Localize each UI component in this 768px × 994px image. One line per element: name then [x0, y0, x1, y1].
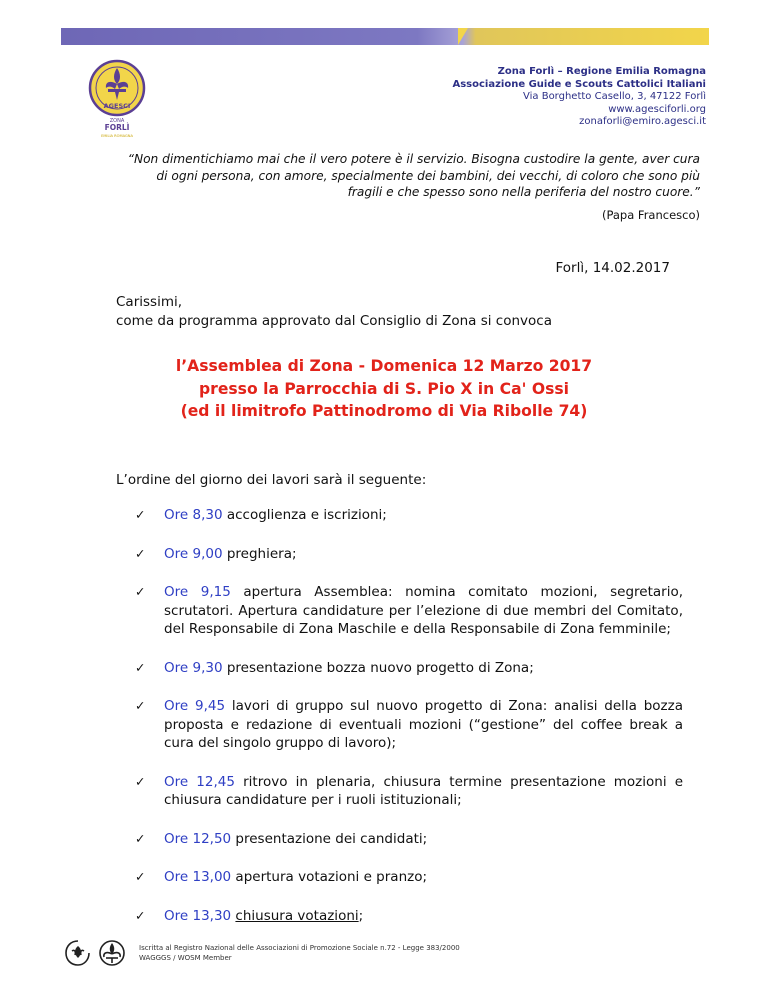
agenda-time: Ore 13,30	[164, 907, 232, 924]
agenda-text: apertura Assemblea: nomina comitato mozioni, segretario, scrutatori. Apertura candidature per l’elezione di due membri del Comitato, del Responsabile di Zona Maschile e della Responsabile di Zona femminile;	[164, 584, 683, 637]
quote-line: “Non dimentichiamo mai che il vero potere è il servizio. Bisogna custodire la gente, aver cura	[127, 152, 700, 166]
agenda-item	[135, 830, 683, 849]
org-website-link[interactable]: www.agesciforli.org	[608, 103, 706, 115]
quote-author: (Papa Francesco)	[601, 208, 700, 222]
agenda-item	[135, 907, 683, 926]
logo-agesci-text: AGESCI	[103, 102, 131, 110]
checkmark-icon: ✓	[135, 545, 146, 561]
assembly-title	[0, 355, 768, 423]
agenda-time: Ore 12,45	[164, 773, 235, 790]
checkmark-icon: ✓	[135, 507, 146, 522]
org-zone-name: Zona Forlì – Regione Emilia Romagna	[497, 66, 706, 77]
agenda-item	[135, 773, 683, 810]
footer-membership: WAGGGS / WOSM Member	[139, 953, 232, 962]
agenda-time: Ore 9,00	[164, 545, 223, 562]
quote-line: di ogni persona, con amore, specialmente dei bambini, dei vecchi, di coloro che sono più	[156, 168, 700, 183]
agenda-text: presentazione dei candidati;	[231, 830, 428, 847]
checkmark-icon: ✓	[135, 698, 146, 713]
org-address: Via Borghetto Casello, 3, 47122 Forlì	[523, 91, 706, 102]
agenda-time: Ore 9,15	[164, 584, 231, 600]
letter-date: Forlì, 14.02.2017	[555, 260, 670, 276]
footer	[139, 944, 460, 963]
logo-zone-label: ZONA	[109, 118, 125, 124]
agenda-time: Ore 8,30	[164, 507, 223, 523]
agenda-list	[135, 506, 683, 945]
wagggs-wosm-logos-icon	[62, 937, 132, 969]
checkmark-icon: ✓	[135, 907, 146, 923]
org-association-name: Associazione Guide e Scouts Cattolici Italiani	[452, 78, 706, 90]
greeting-line: come da programma approvato dal Consiglio di Zona si convoca	[116, 313, 552, 329]
agenda-text: apertura votazioni e pranzo;	[231, 869, 428, 885]
agenda-item	[135, 545, 683, 564]
header-color-bar	[61, 28, 709, 45]
logo-region: EMILIA ROMAGNA	[101, 134, 133, 138]
agenda-text: lavori di gruppo sul nuovo progetto di Zona: analisi della bozza proposta e redazione di eventuali mozioni (“gestione” del coffee break a cura del singolo gruppo di lavoro);	[164, 698, 683, 751]
checkmark-icon: ✓	[135, 659, 146, 675]
agenda-text: preghiera;	[222, 545, 297, 562]
agenda-text: accoglienza e iscrizioni;	[222, 507, 387, 523]
agenda-intro: L’ordine del giorno dei lavori sarà il seguente:	[116, 472, 427, 488]
header-bar-notch	[458, 28, 468, 45]
title-line: (ed il limitrofo Pattinodromo di Via Ribolle 74)	[180, 402, 588, 420]
greeting	[116, 293, 552, 331]
agenda-time: Ore 12,50	[164, 830, 232, 847]
agenda-text: ;	[358, 907, 364, 924]
agenda-time: Ore 13,00	[164, 869, 232, 885]
agenda-text: presentazione bozza nuovo progetto di Zona;	[222, 659, 534, 676]
organization-info	[452, 66, 706, 129]
greeting-line: Carissimi,	[116, 294, 183, 310]
checkmark-icon: ✓	[135, 830, 146, 846]
agenda-text-underlined: chiusura votazioni	[235, 907, 359, 924]
agenda-item	[135, 697, 683, 753]
agenda-item	[135, 583, 683, 639]
agenda-item	[135, 868, 683, 887]
agenda-time: Ore 9,30	[164, 659, 223, 676]
title-line: l’Assemblea di Zona - Domenica 12 Marzo 2017	[175, 357, 593, 375]
agesci-logo-icon	[86, 58, 148, 140]
agenda-item	[135, 506, 683, 525]
org-email-link[interactable]: zonaforli@emiro.agesci.it	[579, 116, 706, 127]
quote-line: fragili e che spesso sono nella periferia del nostro cuore.”	[347, 185, 700, 199]
agenda-time: Ore 9,45	[164, 698, 226, 714]
quote	[110, 151, 700, 201]
checkmark-icon: ✓	[135, 869, 146, 884]
logo-city: FORLÌ	[104, 123, 130, 132]
agenda-text: ritrovo in plenaria, chiusura termine presentazione mozioni e chiusura candidature per i ruoli istituzionali;	[164, 773, 684, 808]
agenda-item	[135, 659, 683, 678]
footer-registry: Iscritta al Registro Nazional delle Associazioni di Promozione Sociale n.72 - Legge 383/2000	[139, 944, 460, 952]
title-line: presso la Parrocchia di S. Pio X in Ca' Ossi	[198, 379, 570, 398]
checkmark-icon: ✓	[135, 773, 146, 789]
checkmark-icon: ✓	[135, 584, 146, 599]
